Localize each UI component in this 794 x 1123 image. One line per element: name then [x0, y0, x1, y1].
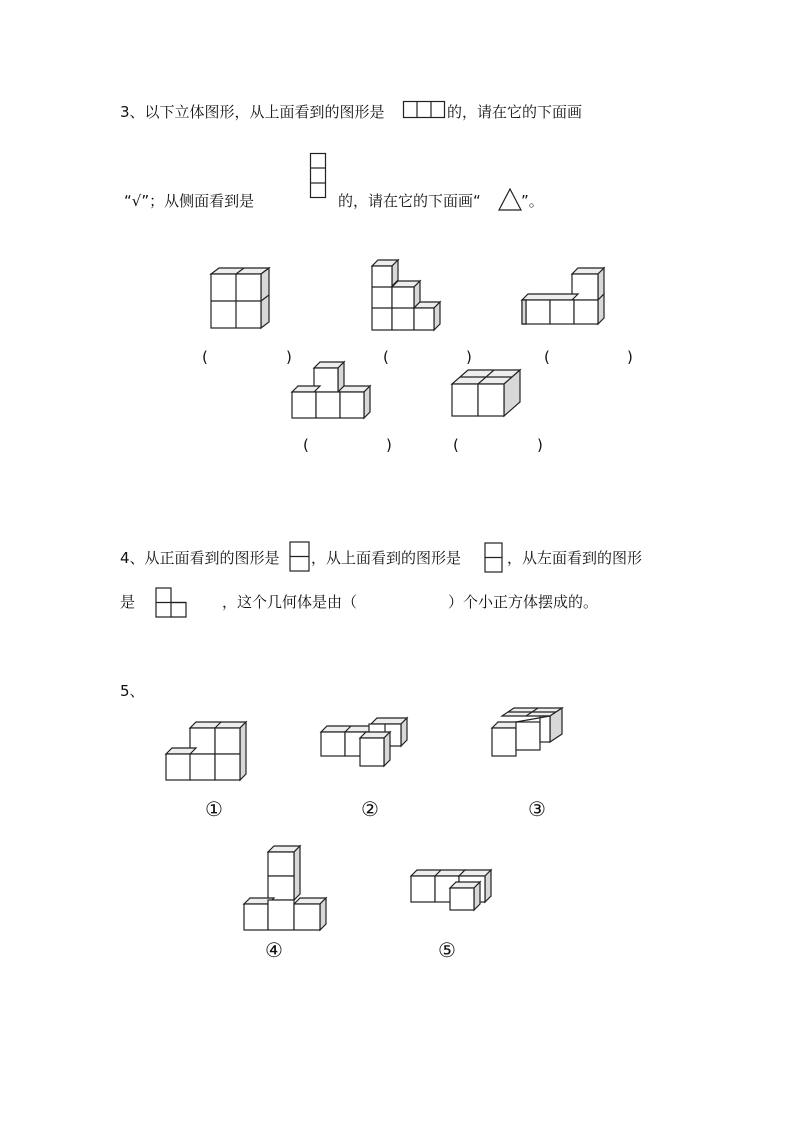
front-view-icon — [289, 541, 311, 573]
q3-bracket-open-c: ( — [544, 348, 550, 366]
figure-label-2: ② — [361, 797, 379, 821]
q4-line2-a: 是 — [120, 593, 136, 611]
q3-bracket-close-c: ) — [627, 348, 633, 366]
q3-line2-text: “√”；从侧面看到是 — [124, 192, 255, 210]
figure-label-4: ④ — [265, 938, 283, 962]
top-view-icon — [484, 542, 504, 574]
q3-line1-text-end: 的，请在它的下面画 — [447, 103, 583, 121]
cube-figure-b — [368, 258, 448, 334]
cube-figure-5 — [408, 866, 496, 914]
figure-label-5: ⑤ — [438, 938, 456, 962]
cube-figure-1 — [160, 718, 252, 786]
q3-bracket-open-b: ( — [383, 348, 389, 366]
cube-figure-c — [520, 266, 610, 330]
left-view-icon — [155, 587, 189, 619]
q4-line1-b: ，从上面看到的图形是 — [311, 549, 462, 567]
cube-figure-a — [205, 268, 275, 334]
q3-line2-text-end: ”。 — [521, 192, 544, 210]
q3-line1-text: 3、以下立体图形，从上面看到的图形是 — [120, 103, 385, 121]
cube-figure-d — [288, 360, 372, 424]
figure-label-1: ① — [205, 797, 223, 821]
q3-bracket-close-a: ) — [286, 348, 292, 366]
side-view-three-stack-icon — [310, 153, 328, 199]
q4-line1-c: ，从左面看到的图形 — [507, 549, 643, 567]
q3-bracket-open-a: ( — [202, 348, 208, 366]
q3-bracket-open-d: ( — [303, 436, 309, 454]
q4-line2-c: ）个小正方体摆成的。 — [448, 593, 599, 611]
q3-line2-text-mid: 的，请在它的下面画“ — [338, 192, 481, 210]
q3-bracket-close-d: ) — [386, 436, 392, 454]
top-view-three-squares-icon — [403, 101, 445, 119]
q3-bracket-close-b: ) — [466, 348, 472, 366]
q4-line1-a: 4、从正面看到的图形是 — [120, 549, 280, 567]
q3-bracket-open-e: ( — [453, 436, 459, 454]
figure-label-3: ③ — [528, 797, 546, 821]
q5-title: 5、 — [120, 682, 145, 700]
cube-figure-3 — [488, 706, 570, 764]
q4-line2-b: ，这个几何体是由（ — [222, 593, 358, 611]
cube-figure-e — [448, 366, 528, 420]
cube-figure-4 — [240, 844, 330, 934]
cube-figure-2 — [318, 714, 414, 770]
q3-bracket-close-e: ) — [537, 436, 543, 454]
